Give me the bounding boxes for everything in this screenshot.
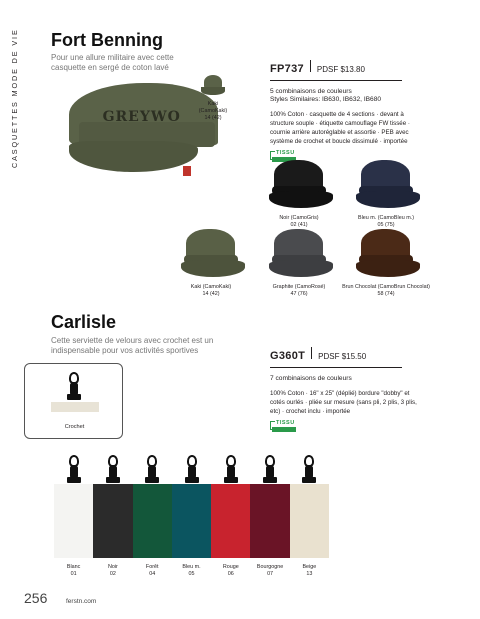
color-cap-label: Noir (CamoGris) 02 (41) [279, 215, 319, 228]
similar-styles: Styles Similaires: IB630, IB632, IB680 [270, 96, 382, 103]
color-combos: 7 combinaisons de couleurs [270, 375, 352, 382]
side-category-label: CASQUETTES MODE DE VIE [10, 28, 19, 168]
towel-swatches [54, 484, 329, 558]
tissu-badge-icon: TISSU [270, 150, 296, 164]
color-cap-image [353, 160, 423, 210]
hook-icon [65, 455, 83, 485]
hook-icon [183, 455, 201, 485]
hero-cap-logo: GREYWO [102, 109, 181, 126]
hero-cap-image [55, 80, 225, 185]
color-cap-label: Graphite (CamoRosé) 47 (76) [272, 284, 326, 297]
towel-swatch [211, 484, 250, 558]
hook-icon [104, 455, 122, 485]
product-price: PDSF $13.80 [316, 65, 365, 74]
color-cap-image [266, 160, 336, 210]
towel-swatch [93, 484, 132, 558]
towel-color-label: Rouge 06 [222, 564, 239, 577]
hero-swatch-icon [201, 75, 225, 97]
fort-benning-subtitle: Pour une allure militaire avec cette casquette en sergé de coton lavé [51, 53, 174, 72]
carlisle-info [270, 347, 417, 434]
carlisle-subtitle: Cette serviette de velours avec crochet est un indispensable pour vos activités sportives [51, 336, 214, 355]
carlisle-title: Carlisle [51, 312, 117, 332]
hook-icon [65, 372, 83, 402]
color-cap-image [353, 229, 423, 279]
color-cap-label: Bleu m. (CamoBleu m.) 05 (75) [357, 215, 415, 228]
hook-icon [222, 455, 240, 485]
towel-swatch [290, 484, 329, 558]
product-description: 100% Coton · casquette de 4 sections · devant à structure souple · étiquette camouflage FW tissée · cournie arrière autoréglable et assortie · PEB avec système de crochet et boucle dissimulé · importée [270, 111, 410, 145]
fort-benning-title: Fort Benning [51, 30, 163, 50]
crochet-detail-box [24, 363, 123, 439]
towel-swatch [54, 484, 93, 558]
hook-icon [261, 455, 279, 485]
towel-color-label: Bourgogne 07 [256, 564, 284, 577]
fort-benning-info [270, 60, 410, 164]
crochet-label: Crochet [64, 424, 85, 430]
hook-icon [143, 455, 161, 485]
towel-color-label: Bleu m. 05 [182, 564, 201, 577]
hook-icon [300, 455, 318, 485]
towel-color-label: Noir 02 [107, 564, 118, 577]
product-code: FP737 [270, 63, 304, 75]
product-description: 100% Coton · 16" x 25" (déplié) bordure "dobby" et cotés ourlés · pliée sur mesure (sans pli, 2 plis, 3 plis, etc) · crochet inclu · importée [270, 390, 417, 415]
tissu-badge-icon: TISSU [270, 420, 296, 434]
towel-swatch [133, 484, 172, 558]
towel-color-label: Blanc 01 [66, 564, 81, 577]
color-cap-label: Brun Chocolat (CamoBrun Chocolat) 58 (74) [342, 284, 430, 297]
page-number: 256 [24, 590, 48, 606]
towel-swatch [172, 484, 211, 558]
hero-cap-label: Kaki (CamoKaki) 14 (42) [198, 101, 228, 121]
towel-color-label: Beige 13 [302, 564, 317, 577]
color-cap-image [266, 229, 336, 279]
towel-swatch [250, 484, 289, 558]
towel-color-label: Forêt 04 [145, 564, 159, 577]
product-code: G360T [270, 350, 306, 362]
product-price: PDSF $15.50 [318, 352, 367, 361]
color-cap-label: Kaki (CamoKaki) 14 (42) [190, 284, 232, 297]
color-cap-image [178, 229, 248, 279]
color-combos: 5 combinaisons de couleurs [270, 88, 352, 95]
site-url: ferstn.com [66, 598, 97, 605]
